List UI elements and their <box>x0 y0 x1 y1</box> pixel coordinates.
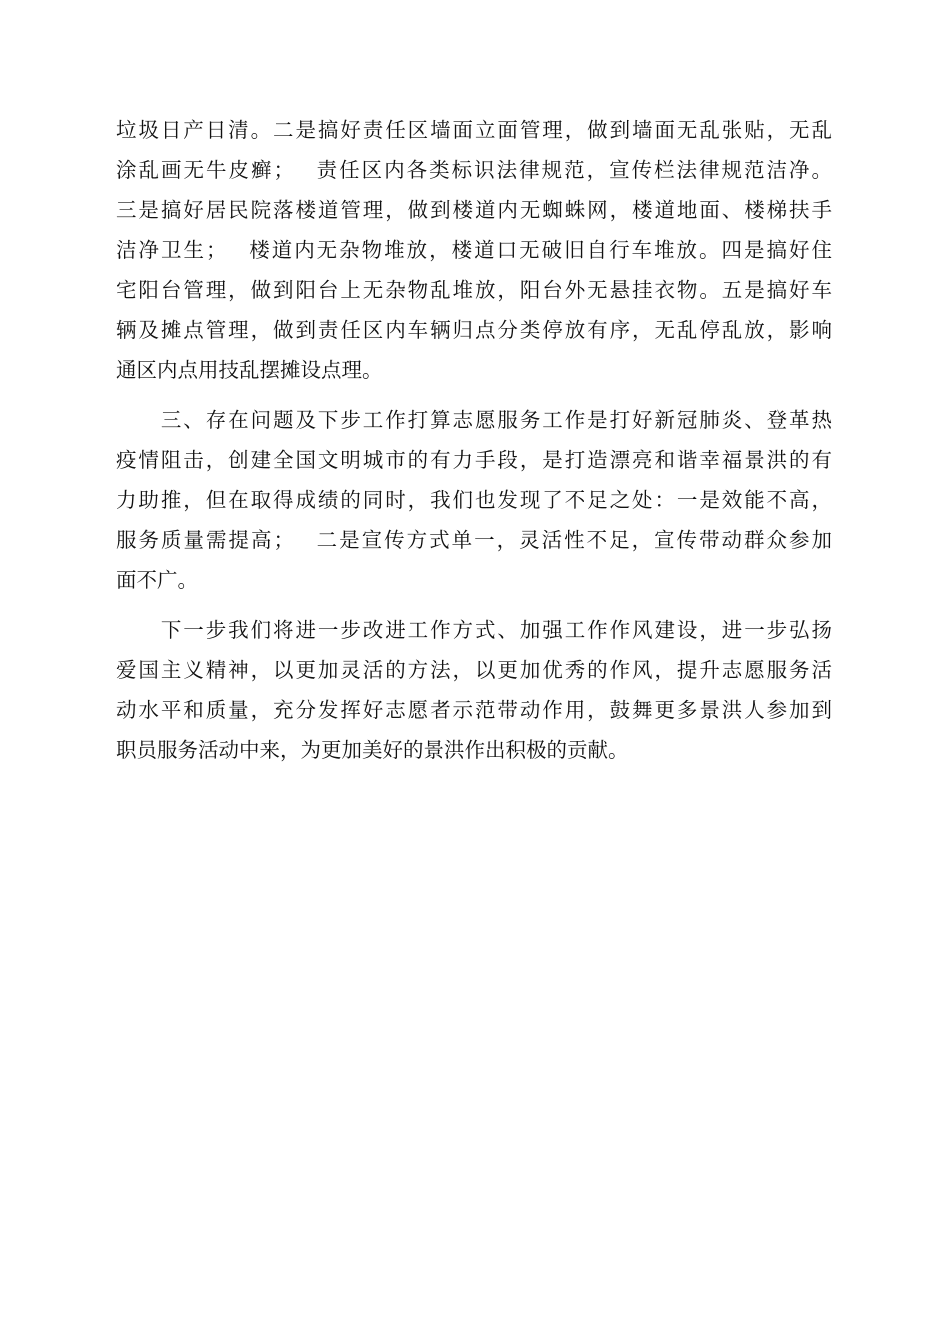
text-line: 爱国主义精神，以更加灵活的方法，以更加优秀的作风，提升志愿服务活 <box>116 658 832 682</box>
text-line: 辆及摊点管理，做到责任区内车辆归点分类停放有序，无乱停乱放，影响 <box>116 318 832 342</box>
text-line: 通区内点用技乱摆摊设点理。 <box>116 358 383 382</box>
text-line: 涂乱画无牛皮癣； 责任区内各类标识法律规范，宣传栏法律规范洁净。 <box>116 158 832 182</box>
text-line: 动水平和质量，充分发挥好志愿者示范带动作用，鼓舞更多景洪人参加到 <box>116 698 832 722</box>
text-line: 职员服务活动中来，为更加美好的景洪作出积极的贡献。 <box>116 738 629 762</box>
text-line: 三、存在问题及下步工作打算志愿服务工作是打好新冠肺炎、登革热 <box>116 408 832 432</box>
paragraph-gap <box>116 600 832 610</box>
paragraph-gap <box>116 390 832 400</box>
paragraph-sanitation-management <box>116 110 832 390</box>
text-line: 服务质量需提高； 二是宣传方式单一，灵活性不足，宣传带动群众参加 <box>116 528 832 552</box>
text-line: 下一步我们将进一步改进工作方式、加强工作作风建设，进一步弘扬 <box>116 618 832 642</box>
text-line: 面不广。 <box>116 568 198 592</box>
paragraph-problems-and-plans <box>116 400 832 600</box>
text-line: 三是搞好居民院落楼道管理，做到楼道内无蜘蛛网，楼道地面、楼梯扶手 <box>116 198 832 222</box>
paragraph-next-steps <box>116 610 832 770</box>
text-line: 疫情阻击，创建全国文明城市的有力手段，是打造漂亮和谐幸福景洪的有 <box>116 448 832 472</box>
text-line: 垃圾日产日清。二是搞好责任区墙面立面管理，做到墙面无乱张贴，无乱 <box>116 118 832 142</box>
text-line: 洁净卫生； 楼道内无杂物堆放，楼道口无破旧自行车堆放。四是搞好住 <box>116 238 832 262</box>
text-line: 宅阳台管理，做到阳台上无杂物乱堆放，阳台外无悬挂衣物。五是搞好车 <box>116 278 832 302</box>
document-body <box>116 110 832 770</box>
text-line: 力助推，但在取得成绩的同时，我们也发现了不足之处：一是效能不高， <box>116 488 832 512</box>
